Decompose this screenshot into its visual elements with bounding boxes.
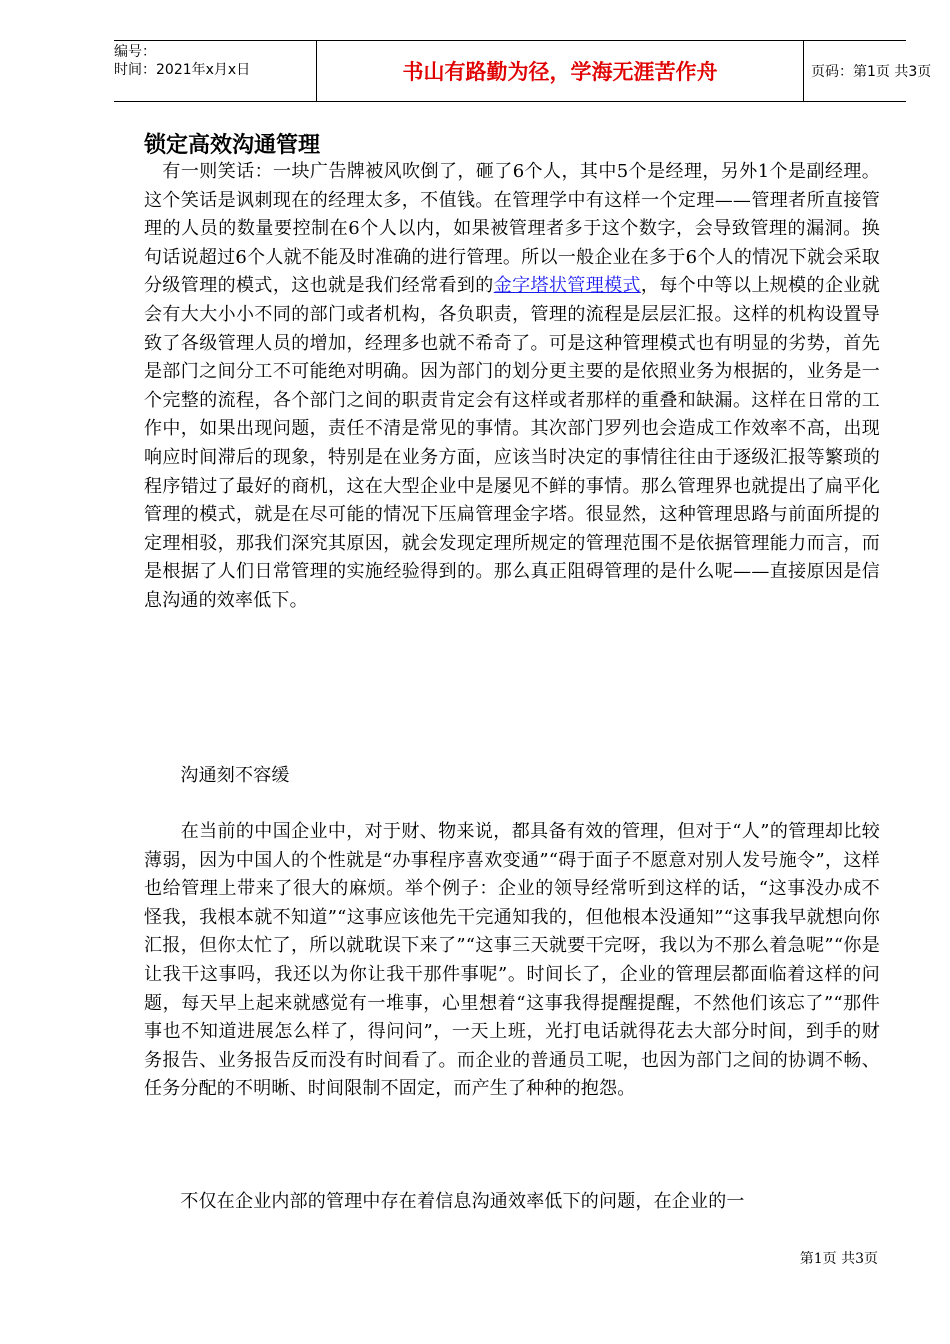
time-label: 时间：2021年x月x日 [114, 62, 251, 78]
document-title: 锁定高效沟通管理 [144, 133, 321, 158]
paragraph-1-text-a: 有一则笑话：一块广告牌被风吹倒了，砸了6个人，其中5个是经理，另外1个是副经理。这个笑话是讽刺现在的经理太多，不值钱。在管理学中有这样一个定理——管理者所直接管理的人员的数量要控制在6个人以内，如果被管理者多于这个数字，会导致管理的漏洞。换句话说超过6个人就不能及时准确的进行管理。所以一般企业在多于6个人的情况下就会采取分级管理的模式，这也就是我们经常看到的 [144, 161, 880, 297]
header-motto: 书山有路勤为径，学海无涯苦作舟 [402, 60, 718, 84]
header-motto-cell [316, 41, 804, 101]
header-meta [114, 41, 316, 103]
section-heading: 沟通刻不容缓 [144, 765, 290, 786]
pyramid-management-link[interactable]: 金字塔状管理模式 [493, 275, 641, 297]
page-footer: 第1页 共3页 [799, 1251, 878, 1267]
page-header [114, 40, 932, 102]
paragraph-1 [144, 158, 880, 616]
number-label: 编号： [114, 44, 156, 60]
paragraph-4: 不仅在企业内部的管理中存在着信息沟通效率低下的问题，在企业的一 [144, 1191, 745, 1212]
header-page-info: 页码：第1页 共3页 [811, 64, 932, 80]
paragraph-1-text-b: ，每个中等以上规模的企业就会有大大小小不同的部门或者机构，各负职责，管理的流程是层层汇报。这样的机构设置导致了各级管理人员的增加，经理多也就不希奇了。可是这种管理模式也有明显的劣势，首先是部门之间分工不可能绝对明确。因为部门的划分更主要的是依照业务为根据的，业务是一个完整的流程，各个部门之间的职责肯定会有这样或者那样的重叠和缺漏。这样在日常的工作中，如果出现问题，责任不清是常见的事情。其次部门罗列也会造成工作效率不高，出现响应时间滞后的现象，特别是在业务方面，应该当时决定的事情往往由于逐级汇报等繁琐的程序错过了最好的商机，这在大型企业中是屡见不鲜的事情。那么管理界也就提出了扁平化管理的模式，就是在尽可能的情况下压扁管理金字塔。很显然，这种管理思路与前面所提的定理相驳，那我们深究其原因，就会发现定理所规定的管理范围不是依据管理能力而言，而是根据了人们日常管理的实施经验得到的。那么真正阻碍管理的是什么呢——直接原因是信息沟通的效率低下。 [144, 275, 880, 611]
paragraph-3: 在当前的中国企业中，对于财、物来说，都具备有效的管理，但对于“人”的管理却比较薄弱，因为中国人的个性就是“办事程序喜欢变通”“碍于面子不愿意对别人发号施令”，这样也给管理上带来了很大的麻烦。举个例子：企业的领导经常听到这样的话，“这事没办成不怪我，我根本就不知道”“这事应该他先干完通知我的，但他根本没通知”“这事我早就想向你汇报，但你太忙了，所以就耽误下来了”“这事三天就要干完呀，我以为不那么着急呢”“你是让我干这事吗，我还以为你让我干那件事呢”。时间长了，企业的管理层都面临着这样的问题，每天早上起来就感觉有一堆事，心里想着“这事我得提醒提醒，不然他们该忘了”“那件事也不知道进展怎么样了，得问问”，一天上班，光打电话就得花去大部分时间，到手的财务报告、业务报告反而没有时间看了。而企业的普通员工呢，也因为部门之间的协调不畅、任务分配的不明晰、时间限制不固定，而产生了种种的抱怨。 [144, 821, 880, 1100]
